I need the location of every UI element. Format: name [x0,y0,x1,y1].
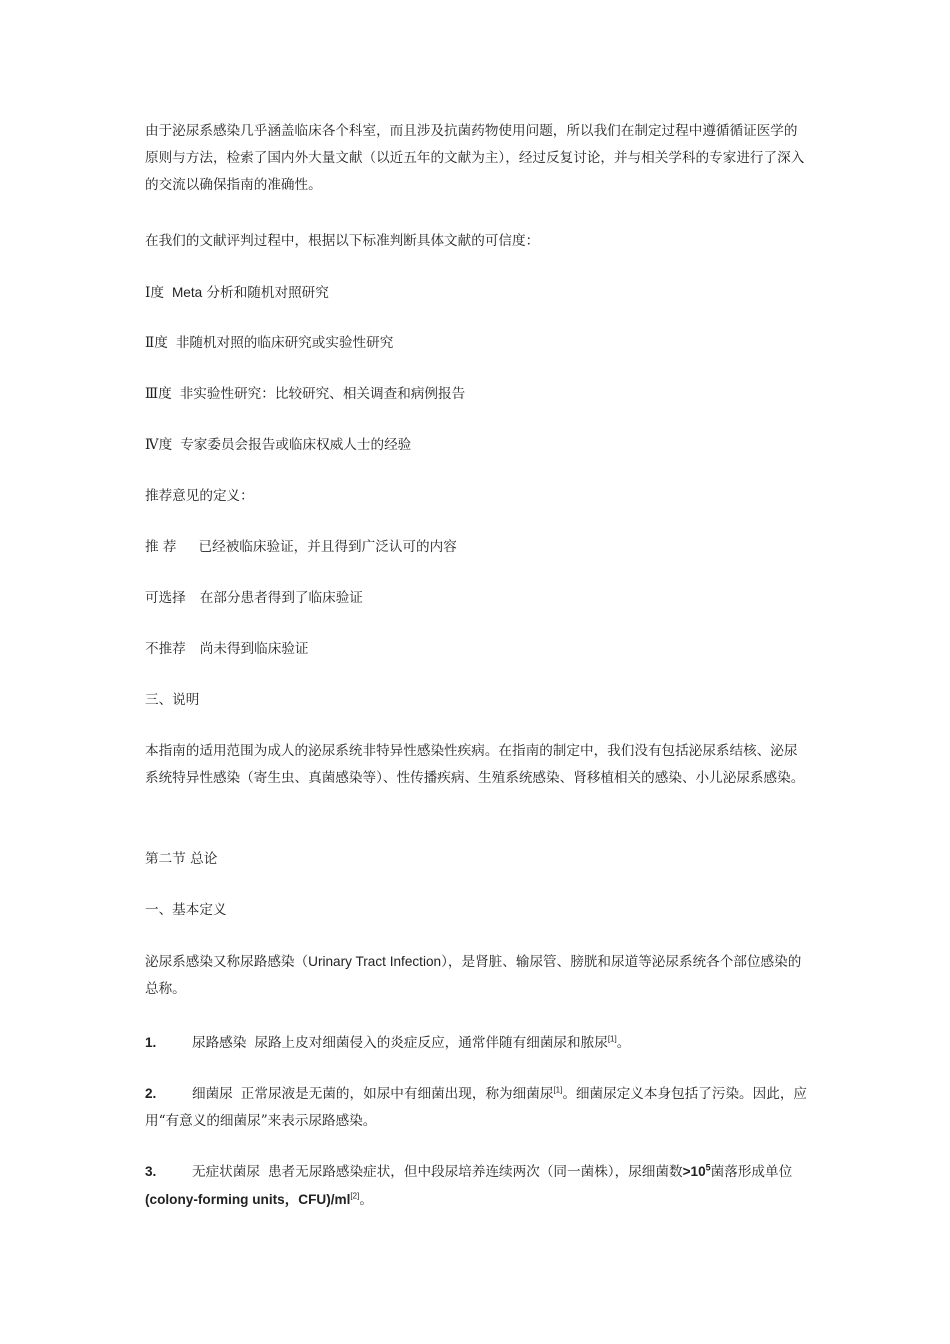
evidence-level-label: Ⅱ度 [145,335,168,351]
definition-paragraph [145,948,809,1003]
item-number: 2. [145,1086,157,1101]
item-text-end: 。 [616,1035,631,1051]
evidence-level-text: 专家委员会报告或临床权威人士的经验 [180,437,412,453]
item-text: 尿路上皮对细菌侵入的炎症反应，通常伴随有细菌尿和脓尿 [254,1035,608,1051]
recommendation-text: 尚未得到临床验证 [199,641,309,657]
recommendation-term: 推 荐 [145,539,177,555]
evidence-level-text: 非随机对照的临床研究或实验性研究 [175,335,394,351]
scope-paragraph: 本指南的适用范围为成人的泌尿系统非特异性感染性疾病。在指南的制定中，我们没有包括泌尿系结核、泌尿系统特异性感染（寄生虫、真菌感染等）、性传播疾病、生殖系统感染、肾移植相关的感染、小儿泌尿系感染。 [145,743,805,786]
definition-item-1 [145,1029,809,1057]
recommendation-2 [145,585,809,612]
definition-item-2 [145,1080,809,1135]
evidence-level-3 [145,381,809,408]
section-heading: 三、说明 [145,692,200,708]
evidence-level-4 [145,432,809,459]
criteria-intro: 在我们的文献评判过程中，根据以下标准判断具体文献的可信度： [145,233,540,249]
evidence-level-text: 非实验性研究：比较研究、相关调查和病例报告 [179,386,466,402]
item-number: 1. [145,1035,157,1050]
chapter-heading: 第二节 总论 [145,851,218,867]
recommendation-intro: 推荐意见的定义： [145,488,254,504]
recommendation-text: 在部分患者得到了临床验证 [199,590,363,606]
recommendation-term: 不推荐 [145,641,186,657]
recommendation-3 [145,636,809,663]
intro-paragraph: 由于泌尿系感染几乎涵盖临床各个科室，而且涉及抗菌药物使用问题，所以我们在制定过程中遵循循证医学的原则与方法，检索了国内外大量文献（以近五年的文献为主），经过反复讨论，并与相关学科的专家进行了深入的交流以确保指南的准确性。 [145,123,805,193]
unit-label: (colony-forming units，CFU)/ml [145,1192,351,1207]
evidence-level-1 [145,279,809,307]
item-text: 正常尿液是无菌的，如尿中有细菌出现，称为细菌尿 [240,1086,554,1102]
item-term: 细菌尿 [192,1086,233,1102]
definition-text: 泌尿系感染又称尿路感染（ [145,954,309,970]
item-text-2: 菌落形成单位 [710,1164,793,1180]
citation-ref: [2] [350,1191,360,1201]
citation-ref: [1] [607,1034,617,1044]
evidence-level-latin: Meta [171,285,203,300]
item-text-end: 。细菌尿定义本身包括了污染。因此，应用“有意义的细菌尿”来表示尿路感染。 [145,1086,808,1129]
item-text-end: 。 [359,1192,373,1208]
evidence-level-label: Ⅳ度 [145,437,173,453]
evidence-level-label: Ⅲ度 [145,386,172,402]
definition-text-end: ），是肾脏、输尿管、膀胱和尿道等泌尿系统各个部位感染的总称。 [145,954,802,997]
item-text: 患者无尿路感染症状，但中段尿培养连续两次（同一菌株），尿细菌数 [267,1164,683,1180]
definition-english-term: Urinary Tract Infection [308,954,442,969]
item-term: 无症状菌尿 [192,1164,260,1180]
subsection-heading: 一、基本定义 [145,902,227,918]
citation-ref: [1] [553,1085,563,1095]
item-term: 尿路感染 [192,1035,247,1051]
exponent: 5 [705,1162,711,1173]
evidence-level-2 [145,330,809,357]
item-number: 3. [145,1164,157,1179]
bacteria-count: >10 [682,1164,706,1179]
evidence-level-label: Ⅰ度 [145,285,164,301]
recommendation-term: 可选择 [145,590,186,606]
evidence-level-text: 分析和随机对照研究 [206,285,329,301]
recommendation-1 [145,534,809,561]
recommendation-text: 已经被临床验证，并且得到广泛认可的内容 [198,539,457,555]
definition-item-3 [145,1158,809,1214]
